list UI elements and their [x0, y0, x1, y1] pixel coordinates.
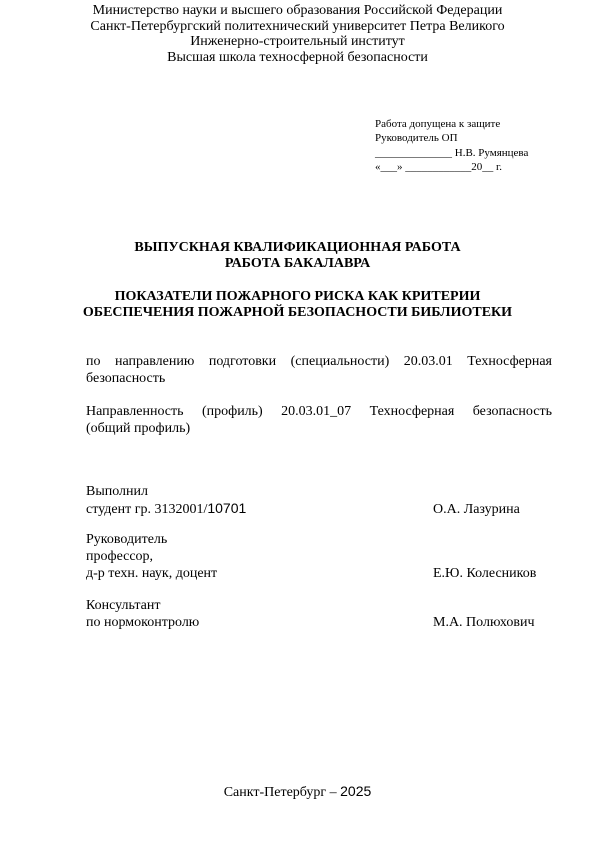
profile-line2: (общий профиль)	[86, 421, 191, 436]
author-signature-block	[86, 483, 552, 518]
thesis-topic-line2: ОБЕСПЕЧЕНИЯ ПОЖАРНОЙ БЕЗОПАСНОСТИ БИБЛИОТЕКИ	[82, 305, 513, 320]
profile-paragraph	[86, 403, 552, 437]
thesis-topic	[0, 289, 595, 321]
approval-signature: ______________ Н.В. Румянцева	[375, 146, 529, 159]
author-name: О.А. Лазурина	[433, 502, 520, 517]
approval-admitted: Работа допущена к защите	[375, 118, 501, 130]
direction-line1: по направлению подготовки (специальности) 20.03.01 Техносферная	[86, 354, 552, 369]
university-line: Санкт-Петербургский политехнический университет Петра Великого	[90, 18, 505, 34]
organization-header	[0, 3, 595, 65]
author-role: Выполнил	[86, 484, 149, 499]
work-type-title	[0, 240, 595, 272]
ministry-line: Министерство науки и высшего образования Российской Федерации	[92, 3, 503, 18]
footer-city-year	[0, 783, 595, 801]
school-line: Высшая школа техносферной безопасности	[167, 49, 428, 65]
footer-year: 2025	[340, 783, 372, 799]
thesis-topic-line1: ПОКАЗАТЕЛИ ПОЖАРНОГО РИСКА КАК КРИТЕРИИ	[114, 289, 481, 304]
supervisor-role: Руководитель	[86, 532, 168, 547]
supervisor-name: Е.Ю. Колесников	[433, 566, 537, 581]
consultant-role: Консультант	[86, 598, 161, 613]
consultant-area: по нормоконтролю	[86, 615, 200, 630]
author-group-number: 10701	[207, 500, 247, 516]
profile-line1: Направленность (профиль) 20.03.01_07 Техносферная безопасность	[86, 404, 552, 419]
supervisor-signature-block	[86, 531, 552, 582]
approval-date: «___» ____________20__ г.	[375, 160, 503, 173]
direction-paragraph	[86, 353, 552, 387]
work-type-line1: ВЫПУСКНАЯ КВАЛИФИКАЦИОННАЯ РАБОТА	[134, 240, 461, 255]
supervisor-degree: д-р техн. наук, доцент	[86, 566, 218, 581]
approval-block	[375, 117, 528, 174]
author-group-prefix: студент гр. 3132001/	[86, 502, 208, 517]
direction-line2: безопасность	[86, 371, 166, 386]
work-type-line2: РАБОТА БАКАЛАВРА	[224, 256, 371, 271]
consultant-name: М.А. Полюхович	[433, 615, 535, 630]
approval-head: Руководитель ОП	[375, 132, 458, 145]
institute-line: Инженерно-строительный институт	[190, 34, 405, 50]
supervisor-position: профессор,	[86, 549, 154, 564]
footer-city: Санкт-Петербург –	[223, 785, 341, 800]
consultant-signature-block	[86, 597, 552, 631]
